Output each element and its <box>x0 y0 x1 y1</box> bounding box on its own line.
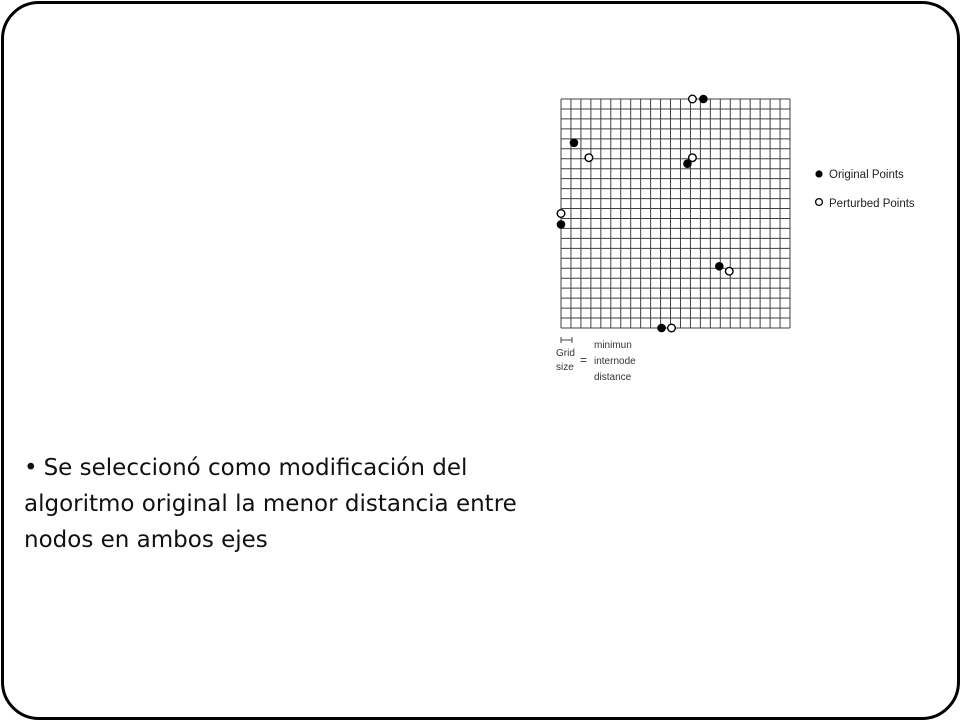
original-point <box>570 139 579 148</box>
grid-lines <box>561 99 790 328</box>
legend-original-marker <box>815 170 822 177</box>
original-point <box>657 324 666 333</box>
perturbed-point <box>689 95 697 103</box>
grid-size-note <box>556 337 636 383</box>
legend-perturbed-marker <box>816 199 823 206</box>
original-point <box>557 220 566 229</box>
grid-size-definition-line1: minimun <box>594 340 632 351</box>
legend-original-label: Original Points <box>829 169 904 181</box>
bullet-dot: • <box>24 455 38 481</box>
original-point <box>699 95 708 104</box>
bullet-text: Se seleccionó como modificación del algoritmo original la menor distancia entre nodos en ambos ejes <box>24 455 517 553</box>
grid-size-label-line1: Grid <box>556 348 575 359</box>
original-point <box>715 262 724 271</box>
grid-size-definition-line2: internode <box>594 356 636 367</box>
perturbed-point <box>557 210 565 218</box>
legend-perturbed-label: Perturbed Points <box>829 198 915 210</box>
grid-size-equals: = <box>580 353 588 367</box>
perturbed-point <box>725 267 733 275</box>
points-layer <box>557 95 733 333</box>
legend <box>815 169 915 210</box>
slide-bullet <box>24 450 544 558</box>
perturbed-point <box>689 154 697 162</box>
grid-size-definition-line3: distance <box>594 372 632 383</box>
grid-size-label-line2: size <box>556 362 574 373</box>
perturbed-point <box>585 154 593 162</box>
perturbed-point <box>668 324 676 332</box>
